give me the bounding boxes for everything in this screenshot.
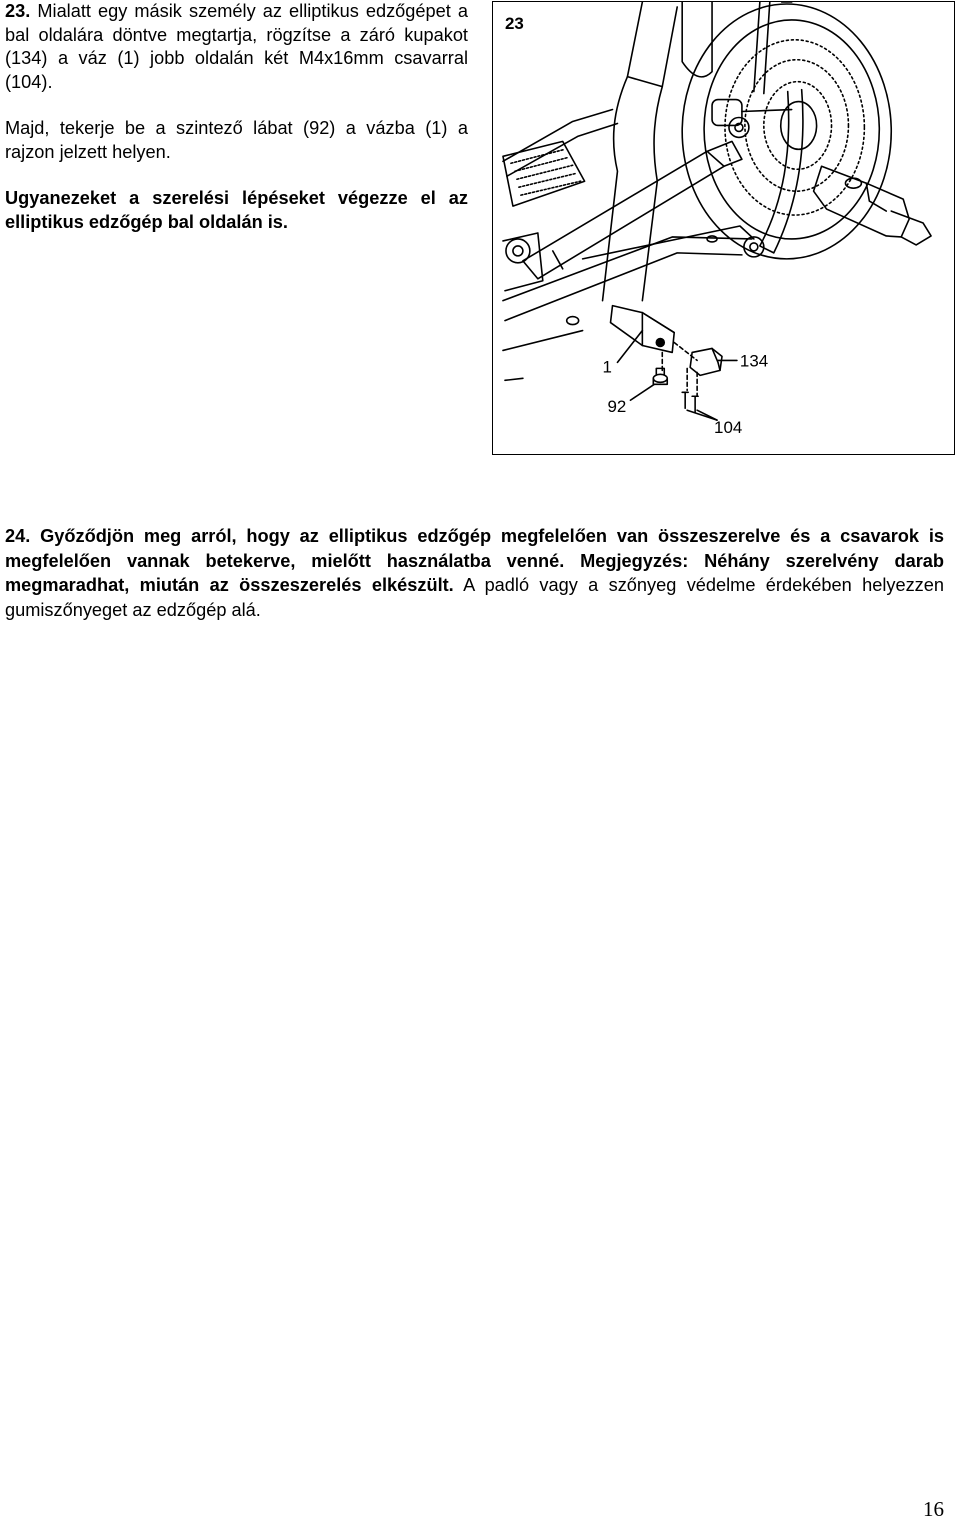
screws-drawing: [682, 392, 698, 412]
callout-leveler: 92: [607, 397, 627, 417]
figure-step-label: 23: [504, 13, 524, 33]
step-24-normal-text: A padló vagy a szőnyeg védelme érdekében helyezzen gumiszőnyeget az edzőgép alá.: [5, 575, 944, 620]
end-cap-drawing: [690, 348, 722, 375]
leveler-drawing: [653, 368, 667, 384]
rear-leg-drawing: [744, 90, 803, 257]
step-24-bold-text: Győződjön meg arról, hogy az elliptikus edzőgép megfelelően van összeszerelve és a csavarok is megfelelően vannak betekerve, mielőtt használatba venné. Megjegyzés: Néhány szerelvény darab megmaradhat, miután az összeszerelés elkészült.: [5, 526, 945, 595]
callout-end-cap: 134: [739, 351, 769, 371]
page-number: 16: [923, 1497, 944, 1521]
assembly-drawing: [493, 2, 954, 454]
frame-tube-drawing: [611, 306, 675, 353]
crank-drawing: [712, 100, 792, 138]
pedal-arm-drawing: [523, 141, 742, 278]
callout-screws: 104: [714, 418, 743, 438]
pedal-drawing: [503, 141, 585, 206]
callout-frame: 1: [602, 357, 612, 377]
step-23-number: 23.: [5, 1, 31, 21]
step-23-paragraph-1-text: Mialatt egy másik személy az elliptikus edzőgépet a bal oldalára döntve megtartja, rögzítse a záró kupakot (134) a váz (1) jobb oldalán két M4x16mm csavarral (104).: [5, 1, 468, 92]
frame-rail-drawing: [503, 110, 754, 381]
step-23-instructions: [5, 0, 468, 234]
step-24-instructions: [5, 524, 944, 622]
step-24-number: 24.: [5, 526, 31, 546]
step-23-paragraph-2: Majd, tekerje be a szintező lábat (92) a vázba (1) a rajzon jelzett helyen.: [5, 118, 468, 162]
assembly-figure: [492, 1, 955, 455]
step-23-paragraph-3: Ugyanezeket a szerelési lépéseket végezze el az elliptikus edzőgép bal oldalán is.: [5, 188, 468, 232]
step-23-paragraph-1: [5, 0, 468, 94]
